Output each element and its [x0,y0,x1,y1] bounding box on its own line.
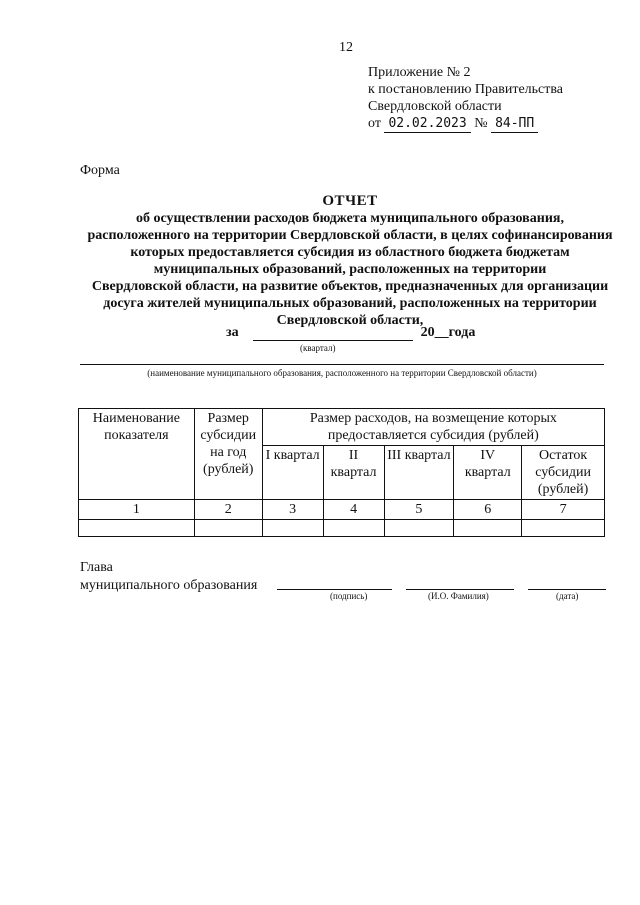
header-remainder: Остаток субсидии (рублей) [522,446,605,500]
quarter-blank [253,326,413,341]
signature-blank [277,589,392,590]
column-number: 6 [454,500,522,520]
municipality-caption: (наименование муниципального образования, расположенного на территории Свердловской области) [147,368,537,378]
title-line: которых предоставляется субсидия из областного бюджета бюджетам [130,245,570,260]
table-cell [522,520,605,537]
header-q2: II квартал [323,446,384,500]
header-subsidy: Размер субсидии на год (рублей) [194,409,262,500]
report-period [226,325,475,341]
quarter-caption: (квартал) [300,343,336,353]
appendix-block [368,64,563,133]
period-prefix: за [226,325,239,340]
title-main: ОТЧЕТ [322,193,378,209]
column-number: 5 [384,500,454,520]
header-q4: IV квартал [454,446,522,500]
title-line: расположенного на территории Свердловской области, в целях софинансирования [87,228,613,243]
table-header-row [79,409,605,446]
table-cell [262,520,323,537]
period-year: 20__года [420,325,476,340]
signature-line-2: муниципального образования [80,578,258,593]
municipality-blank [80,364,604,365]
column-number: 4 [323,500,384,520]
header-q1: I квартал [262,446,323,500]
title-line: Свердловской области, [276,313,424,328]
name-caption: (И.О. Фамилия) [428,591,489,601]
title-line: муниципальных образований, расположенных на территории [153,262,547,277]
date-blank [528,589,606,590]
appendix-line-3: Свердловской области [368,99,502,114]
appendix-line-2: к постановлению Правительства [368,82,564,97]
header-indicator: Наименование показателя [79,409,195,500]
date-caption: (дата) [556,591,579,601]
report-title [60,193,640,329]
from-label: от [368,116,381,131]
column-number: 1 [79,500,195,520]
number-label: № [474,116,488,131]
table-cell [79,520,195,537]
column-number-row [79,500,605,520]
name-blank [406,589,514,590]
title-line: об осуществлении расходов бюджета муниципального образования, [136,211,564,226]
table-cell [454,520,522,537]
report-table [78,408,605,537]
column-number: 2 [194,500,262,520]
column-number: 3 [262,500,323,520]
header-expenses: Размер расходов, на возмещение которых предоставляется субсидия (рублей) [262,409,604,446]
form-label: Форма [80,163,120,178]
page-number: 12 [339,40,353,55]
table-cell [384,520,454,537]
signature-caption: (подпись) [330,591,368,601]
title-line: досуга жителей муниципальных образований, расположенных на территории [103,296,597,311]
resolution-number: 84-ПП [491,115,538,133]
table-cell [194,520,262,537]
table-row [79,520,605,537]
signature-line-1: Глава [80,560,113,575]
signature-title [80,559,257,595]
column-number: 7 [522,500,605,520]
title-line: Свердловской области, на развитие объектов, предназначенных для организации [91,279,609,294]
header-q3: III квартал [384,446,454,500]
resolution-date: 02.02.2023 [384,115,470,133]
appendix-line-1: Приложение № 2 [368,65,471,80]
appendix-date-line [368,115,563,133]
table-cell [323,520,384,537]
